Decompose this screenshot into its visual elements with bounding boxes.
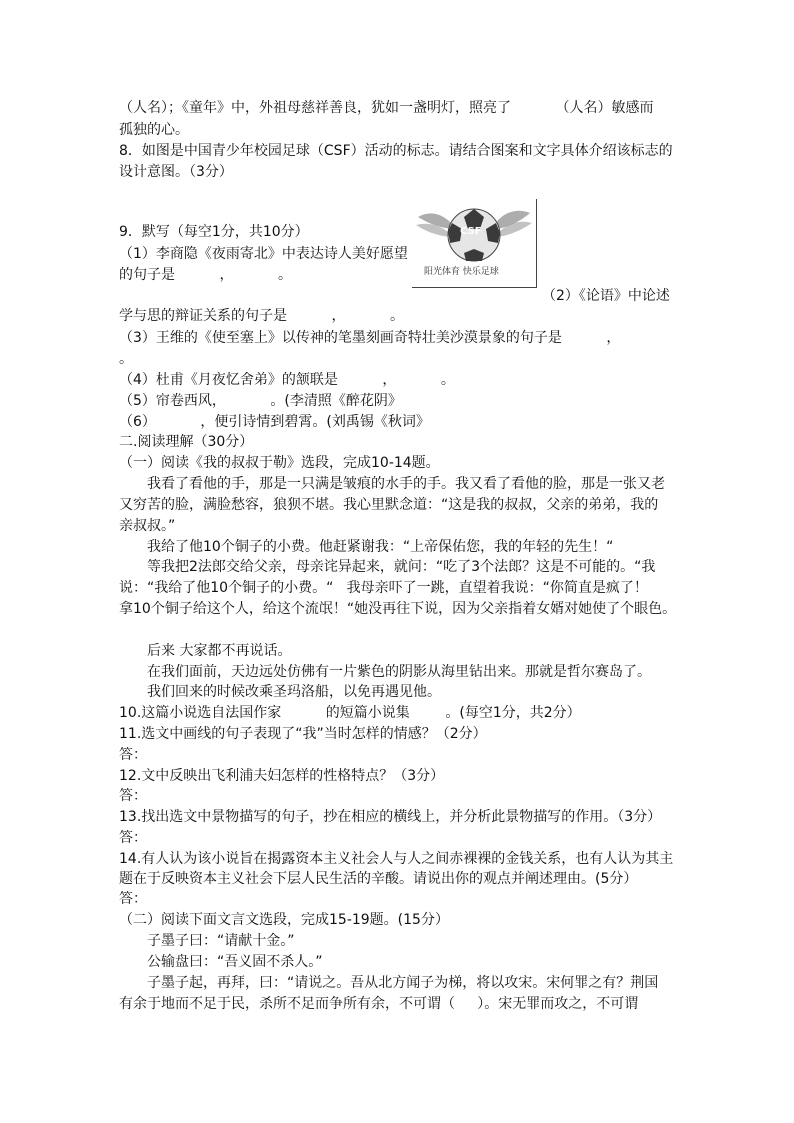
passage-paragraph: 公输盘曰：“吾义固不杀人。”: [147, 954, 323, 970]
text-line: 设计意图。（3分）: [119, 164, 233, 180]
text-line: （4）杜甫《月夜忆舍弟》的颔联是 ， 。: [119, 372, 455, 388]
question-11: 11.选文中画线的句子表现了“我”当时怎样的情感？（2分）: [119, 726, 487, 742]
text-line: （1）李商隐《夜雨寄北》中表达诗人美好愿望: [119, 246, 408, 262]
text-line: 学与思的辩证关系的句子是 ， 。: [119, 308, 405, 324]
passage-paragraph: 我看了看他的手，那是一只满是皱痕的水手的手。我又看了看他的脸，那是一张又老: [147, 476, 665, 492]
text-line: （人名）；《童年》中，外祖母慈祥善良，犹如一盏明灯，照亮了 （人名）敏感而: [119, 100, 654, 116]
passage-paragraph: 在我们面前，天边远处仿佛有一片紫色的阴影从海里钻出来。那就是哲尔赛岛了。: [147, 664, 651, 680]
answer-label: 答：: [119, 747, 147, 763]
passage-line: 亲叔叔。”: [119, 518, 176, 534]
passage-paragraph: 我们回来的时候改乘圣玛洛船，以免再遇见他。: [147, 684, 441, 700]
text-line: 孤独的心。: [119, 122, 189, 138]
passage-heading: （二）阅读下面文言文选段，完成15-19题。(15分）: [119, 912, 449, 928]
answer-label: 答：: [119, 788, 147, 804]
passage-paragraph: 子墨子曰：“请献十金。”: [147, 933, 295, 949]
text-line: （5）帘卷西风， 。(李清照《醉花阴》: [119, 393, 402, 409]
question-12: 12.文中反映出飞利浦夫妇怎样的性格特点？（3分）: [119, 768, 445, 784]
logo-caption: 阳光体育 快乐足球: [424, 267, 499, 277]
question-10: 10.这篇小说选自法国作家 的短篇小说集 。(每空1分，共2分）: [119, 705, 581, 721]
csf-logo-image: [412, 199, 537, 288]
passage-paragraph: 子墨子起，再拜，曰：“请说之。吾从北方闻子为梯，将以攻宋。宋何罪之有？荆国: [147, 975, 659, 991]
passage-line: 又穷苦的脸，满脸愁容，狼狈不堪。我心里默念道：“这是我的叔叔，父亲的弟弟，我的: [119, 497, 659, 513]
text-line: （2）《论语》中论述: [542, 288, 670, 304]
question-13: 13.找出选文中景物描写的句子，抄在相应的横线上，并分析此景物描写的作用。（3分）: [119, 809, 662, 825]
answer-label: 答：: [119, 830, 147, 846]
logo-ball-text: CSF: [460, 226, 482, 237]
passage-heading: （一）阅读《我的叔叔于勒》选段，完成10-14题。: [119, 455, 440, 471]
question-8: 8．如图是中国青少年校园足球（CSF）活动的标志。请结合图案和文字具体介绍该标志的: [119, 143, 673, 159]
question-9: 9．默写（每空1分，共10分）: [119, 224, 309, 240]
section-heading: 二.阅读理解（30分）: [119, 434, 254, 450]
answer-label: 答：: [119, 891, 147, 907]
text-line: （3）王维的《使至塞上》以传神的笔墨刻画奇特壮美沙漠景象的句子是 ，: [119, 330, 621, 346]
text-line: （6） ，便引诗情到碧霄。(刘禹锡《秋词》: [119, 414, 430, 430]
passage-paragraph: 我给了他10个铜子的小费。他赶紧谢我：“上帝保佑您，我的年轻的先生！“: [147, 539, 614, 555]
passage-paragraph: 后来 大家都不再说话。: [147, 643, 292, 659]
question-14: 14.有人认为该小说旨在揭露资本主义社会人与人之间赤裸裸的金钱关系，也有人认为其主: [119, 851, 674, 867]
passage-line: 拿10个铜子给这个人，给这个流氓！“她没再往下说，因为父亲指着女婿对她使了个眼色。: [119, 601, 677, 617]
passage-line: 有余于地而不足于民，杀所不足而争所有余，不可谓（ ）。宋无罪而攻之，不可谓: [119, 996, 639, 1012]
text-line: 题在于反映资本主义社会下层人民生活的辛酸。请说出你的观点并阐述理由。(5分）: [119, 871, 638, 887]
text-line: 。: [119, 351, 133, 367]
passage-line: 说：“我给了他10个铜子的小费。“ 我母亲吓了一跳，直望着我说：“你简直是疯了！: [119, 580, 648, 596]
passage-paragraph: 等我把2法郎交给父亲，母亲诧异起来，就问：“吃了3个法郎？这是不可能的。“我: [147, 559, 656, 575]
text-line: 的句子是 ， 。: [119, 267, 293, 283]
